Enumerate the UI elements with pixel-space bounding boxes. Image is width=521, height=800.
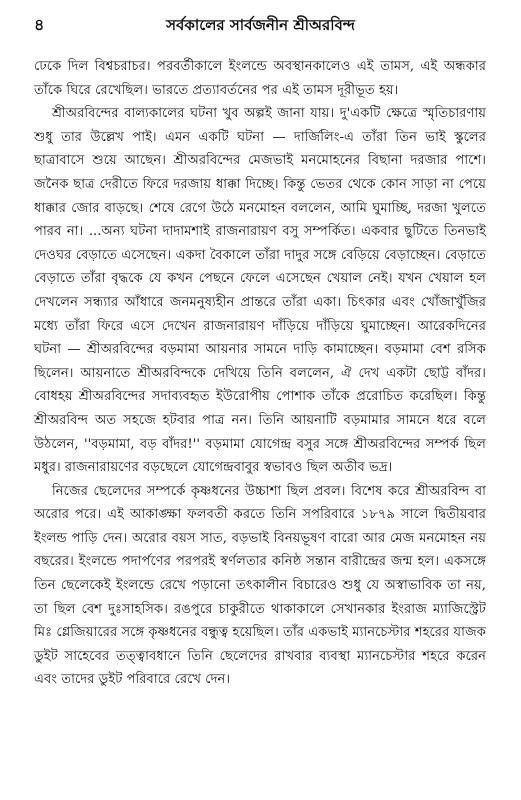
paragraph: নিজের ছেলেদের সম্পর্কে কৃষ্ণধনের উচ্চাশা ছিল প্রবল। বিশেষ করে শ্রীঅরবিন্দ বা অরোর পরে। এই আকাঙ্ক্ষা ফলবতী করতে তিনি সপরিবারে ১৮৭৯ সালে দ্বিতীয়বার ইংলন্ড পাড়ি দেন। অরোর বয়স সাত, বড়ভাই বিনয়ভূষণ বারো আর মেজ মনমোহন নয় বছরের। ইংলন্ডে পদার্পণের পরপরই স্বর্ণলতার কনিষ্ঠ সন্তান বারীন্দ্রের জন্ম হল। একসঙ্গে তিন ছেলেকেই ইংলন্ডে রেখে পড়ানো তৎকালীন বিচারেও শুধু যে অস্বাভাবিক তা নয়, তা ছিল বেশ দুঃসাহসিক। রঙপুরে চাকুরীতে থাকাকালে সেখানকার ইংরাজ ম্যাজিস্ট্রেট মিঃ গ্লেজিয়ারের সঙ্গে কৃষ্ণধনের বন্ধুত্ব হয়েছিল। তাঁর একভাই ম্যানচেস্টার শহরের যাজক ডুইট সাহেবের তত্ত্বাবধানে তিনি ছেলেদের রাখবার ব্যবস্থা ম্যানচেস্টার শহরে করেন এবং তাদের ডুইট পরিবারে রেখে দেন। [34, 483, 486, 688]
running-head [34, 14, 487, 36]
page-number: ৪ [34, 15, 45, 34]
paragraph: শ্রীঅরবিন্দের বাল্যকালের ঘটনা খুব অল্পই জানা যায়। দু'একটি ক্ষেত্রে স্মৃতিচারণায় শুধু তার উল্লেখ পাই। এমন একটি ঘটনা — দার্জিলিং-এ তাঁরা তিন ভাই স্কুলের ছাত্রাবাসে শুয়ে আছেন। শ্রীঅরবিন্দের মেজভাই মনমোহনের বিছানা দরজার পাশে। জনৈক ছাত্র দেরীতে ফিরে দরজায় ধাক্কা দিচ্ছে। কিন্তু ভেতর থেকে কোন সাড়া না পেয়ে ধাক্কার জোর বাড়ছে। শেষে রেগে উঠে মনমোহন বললেন, আমি ঘুমাচ্ছি, দরজা খুলতে পারব না। ...অন্য ঘটনা দাদামশাই রাজনারায়ণ বসু সম্পর্কিত। একবার ছুটিতে তিনভাই দেওঘর বেড়াতে এসেছেন। একদা বৈকালে তাঁরা দাদুর সঙ্গে বেড়িয়ে বেড়াচ্ছেন। বেড়াতে বেড়াতে তাঁরা বৃদ্ধকে যে কখন পেছনে ফেলে এসেছেন খেয়াল নেই। যখন খেয়াল হল দেখলেন সন্ধ্যার আঁধারে জনমনুষ্যহীন প্রান্তরে তাঁরা একা। চিৎকার এবং খোঁজাখুঁজির মধ্যে তাঁরা ফিরে এসে দেখেন রাজনারায়ণ দাঁড়িয়ে দাঁড়িয়ে ঘুমাচ্ছেন। আরেকদিনের ঘটনা — শ্রীঅরবিন্দের বড়মামা আয়নার সামনে দাড়ি কামাচ্ছেন। বড়মামা বেশ রসিক ছিলেন। আয়নাতে শ্রীঅরবিন্দকে দেখিয়ে তিনি বললেন, ঐ দেখ একটা ছোট্ট বাঁদর। বোধহয় শ্রীঅরবিন্দের সদাব্যবহৃত ইউরোপীয় পোশাক তাঁকে প্ররোচিত করেছিল। কিন্তু শ্রীঅরবিন্দ অত সহজে হটবার পাত্র নন। তিনি আয়নাটি বড়মামার সামনে ধরে বলে উঠলেন, ''বড়মামা, বড় বাঁদর!'' বড়মামা যোগেন্দ্র বসুর সঙ্গে শ্রীঅরবিন্দের সম্পর্ক ছিল মধুর। রাজনারায়ণের বড়ছেলে যোগেন্দ্রবাবুর স্বভাবও ছিল অতীব ভদ্র। [34, 106, 486, 476]
paragraph-continued: ঢেকে দিল বিশ্বচরাচর। পরবর্তীকালে ইংলন্ডে অবস্থানকালেও এই তামস, এই অন্ধকার তাঁকে ঘিরে রেখেছিল। ভারতে প্রত্যাবর্তনের পর এই তামস দূরীভূত হয়। [34, 59, 486, 98]
book-title: সর্বকালের সার্বজনীন শ্রীঅরবিন্দ [166, 16, 355, 34]
body-text [34, 55, 486, 692]
